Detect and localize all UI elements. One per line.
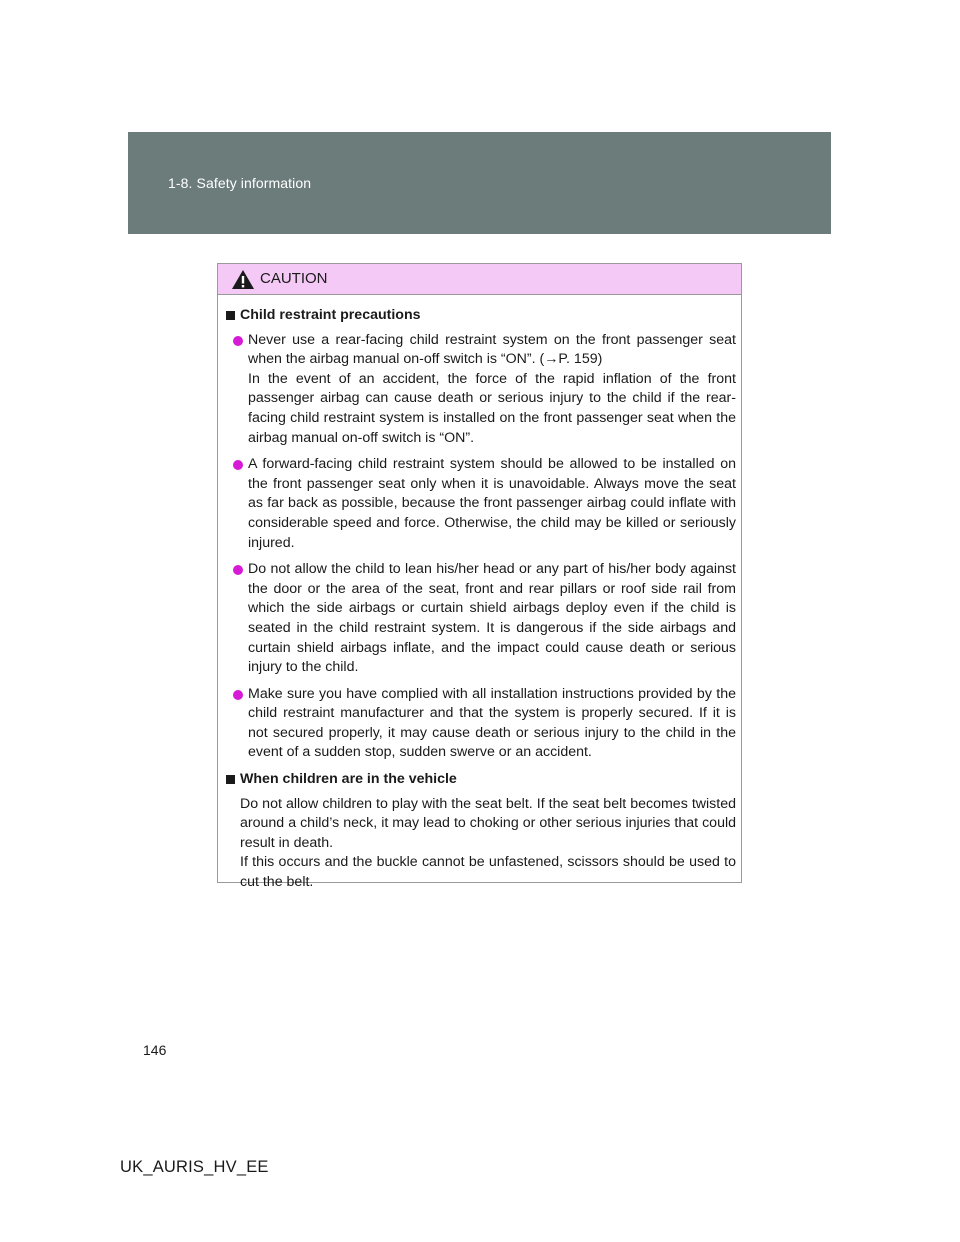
list-item [224, 331, 736, 449]
section-heading: When children are in the vehicle [224, 770, 736, 790]
square-bullet-icon [226, 311, 235, 320]
bullet-dot-icon [233, 690, 243, 700]
list-item [224, 685, 736, 763]
bullet-dot-icon [233, 565, 243, 575]
bullet-text: Never use a rear-facing child restraint system on the front passenger seat when the airbag manual on-off switch is “ON”. (→P. 159) [248, 331, 736, 368]
bullet-text: A forward-facing child restraint system should be allowed to be installed on the front passenger seat only when it is unavoidable. Always move the seat as far back as possible, because the front passenger airbag could inflate with considerable speed and force. Otherwise, the child may be killed or seriously injured. [248, 456, 736, 551]
paragraph: If this occurs and the buckle cannot be unfastened, scissors should be used to cut the belt. [240, 854, 736, 891]
warning-triangle-icon [231, 269, 255, 290]
list-item [224, 560, 736, 678]
page-number: 146 [143, 1042, 167, 1058]
paragraph: Do not allow children to play with the seat belt. If the seat belt becomes twisted around a child’s neck, it may lead to choking or other serious injuries that could result in death. [240, 795, 736, 851]
bullet-dot-icon [233, 460, 243, 470]
bullet-dot-icon [233, 336, 243, 346]
list-item [224, 455, 736, 553]
caution-title: CAUTION [260, 270, 328, 287]
section-title: 1-8. Safety information [168, 175, 312, 191]
square-bullet-icon [226, 775, 235, 784]
caution-body [218, 295, 741, 893]
bullet-text: Make sure you have complied with all installation instructions provided by the child restraint manufacturer and that the system is properly secured. If it is not secured properly, it may cause death or serious injury to the child in the event of a sudden stop, sudden swerve or an accident. [248, 685, 736, 761]
caution-box [217, 263, 742, 891]
bullet-text: Do not allow the child to lean his/her head or any part of his/her body against the door or the area of the seat, front and rear pillars or roof side rail from which the side airbags or curtain shield airbags deploy even if the child is seated in the child restraint system. It is dangerous if the side airbags and curtain shield airbags inflate, and the impact could cause death or serious injury to the child. [248, 561, 736, 676]
section-header-band [128, 132, 831, 234]
caution-header [218, 264, 741, 295]
section-heading: Child restraint precautions [224, 306, 736, 326]
bullet-text: In the event of an accident, the force of the rapid inflation of the front passenger airbag can cause death or serious injury to the child if the rear-facing child restraint system is installed on the front passenger seat when the airbag manual on-off switch is “ON”. [248, 370, 736, 446]
document-code: UK_AURIS_HV_EE [120, 1158, 269, 1176]
